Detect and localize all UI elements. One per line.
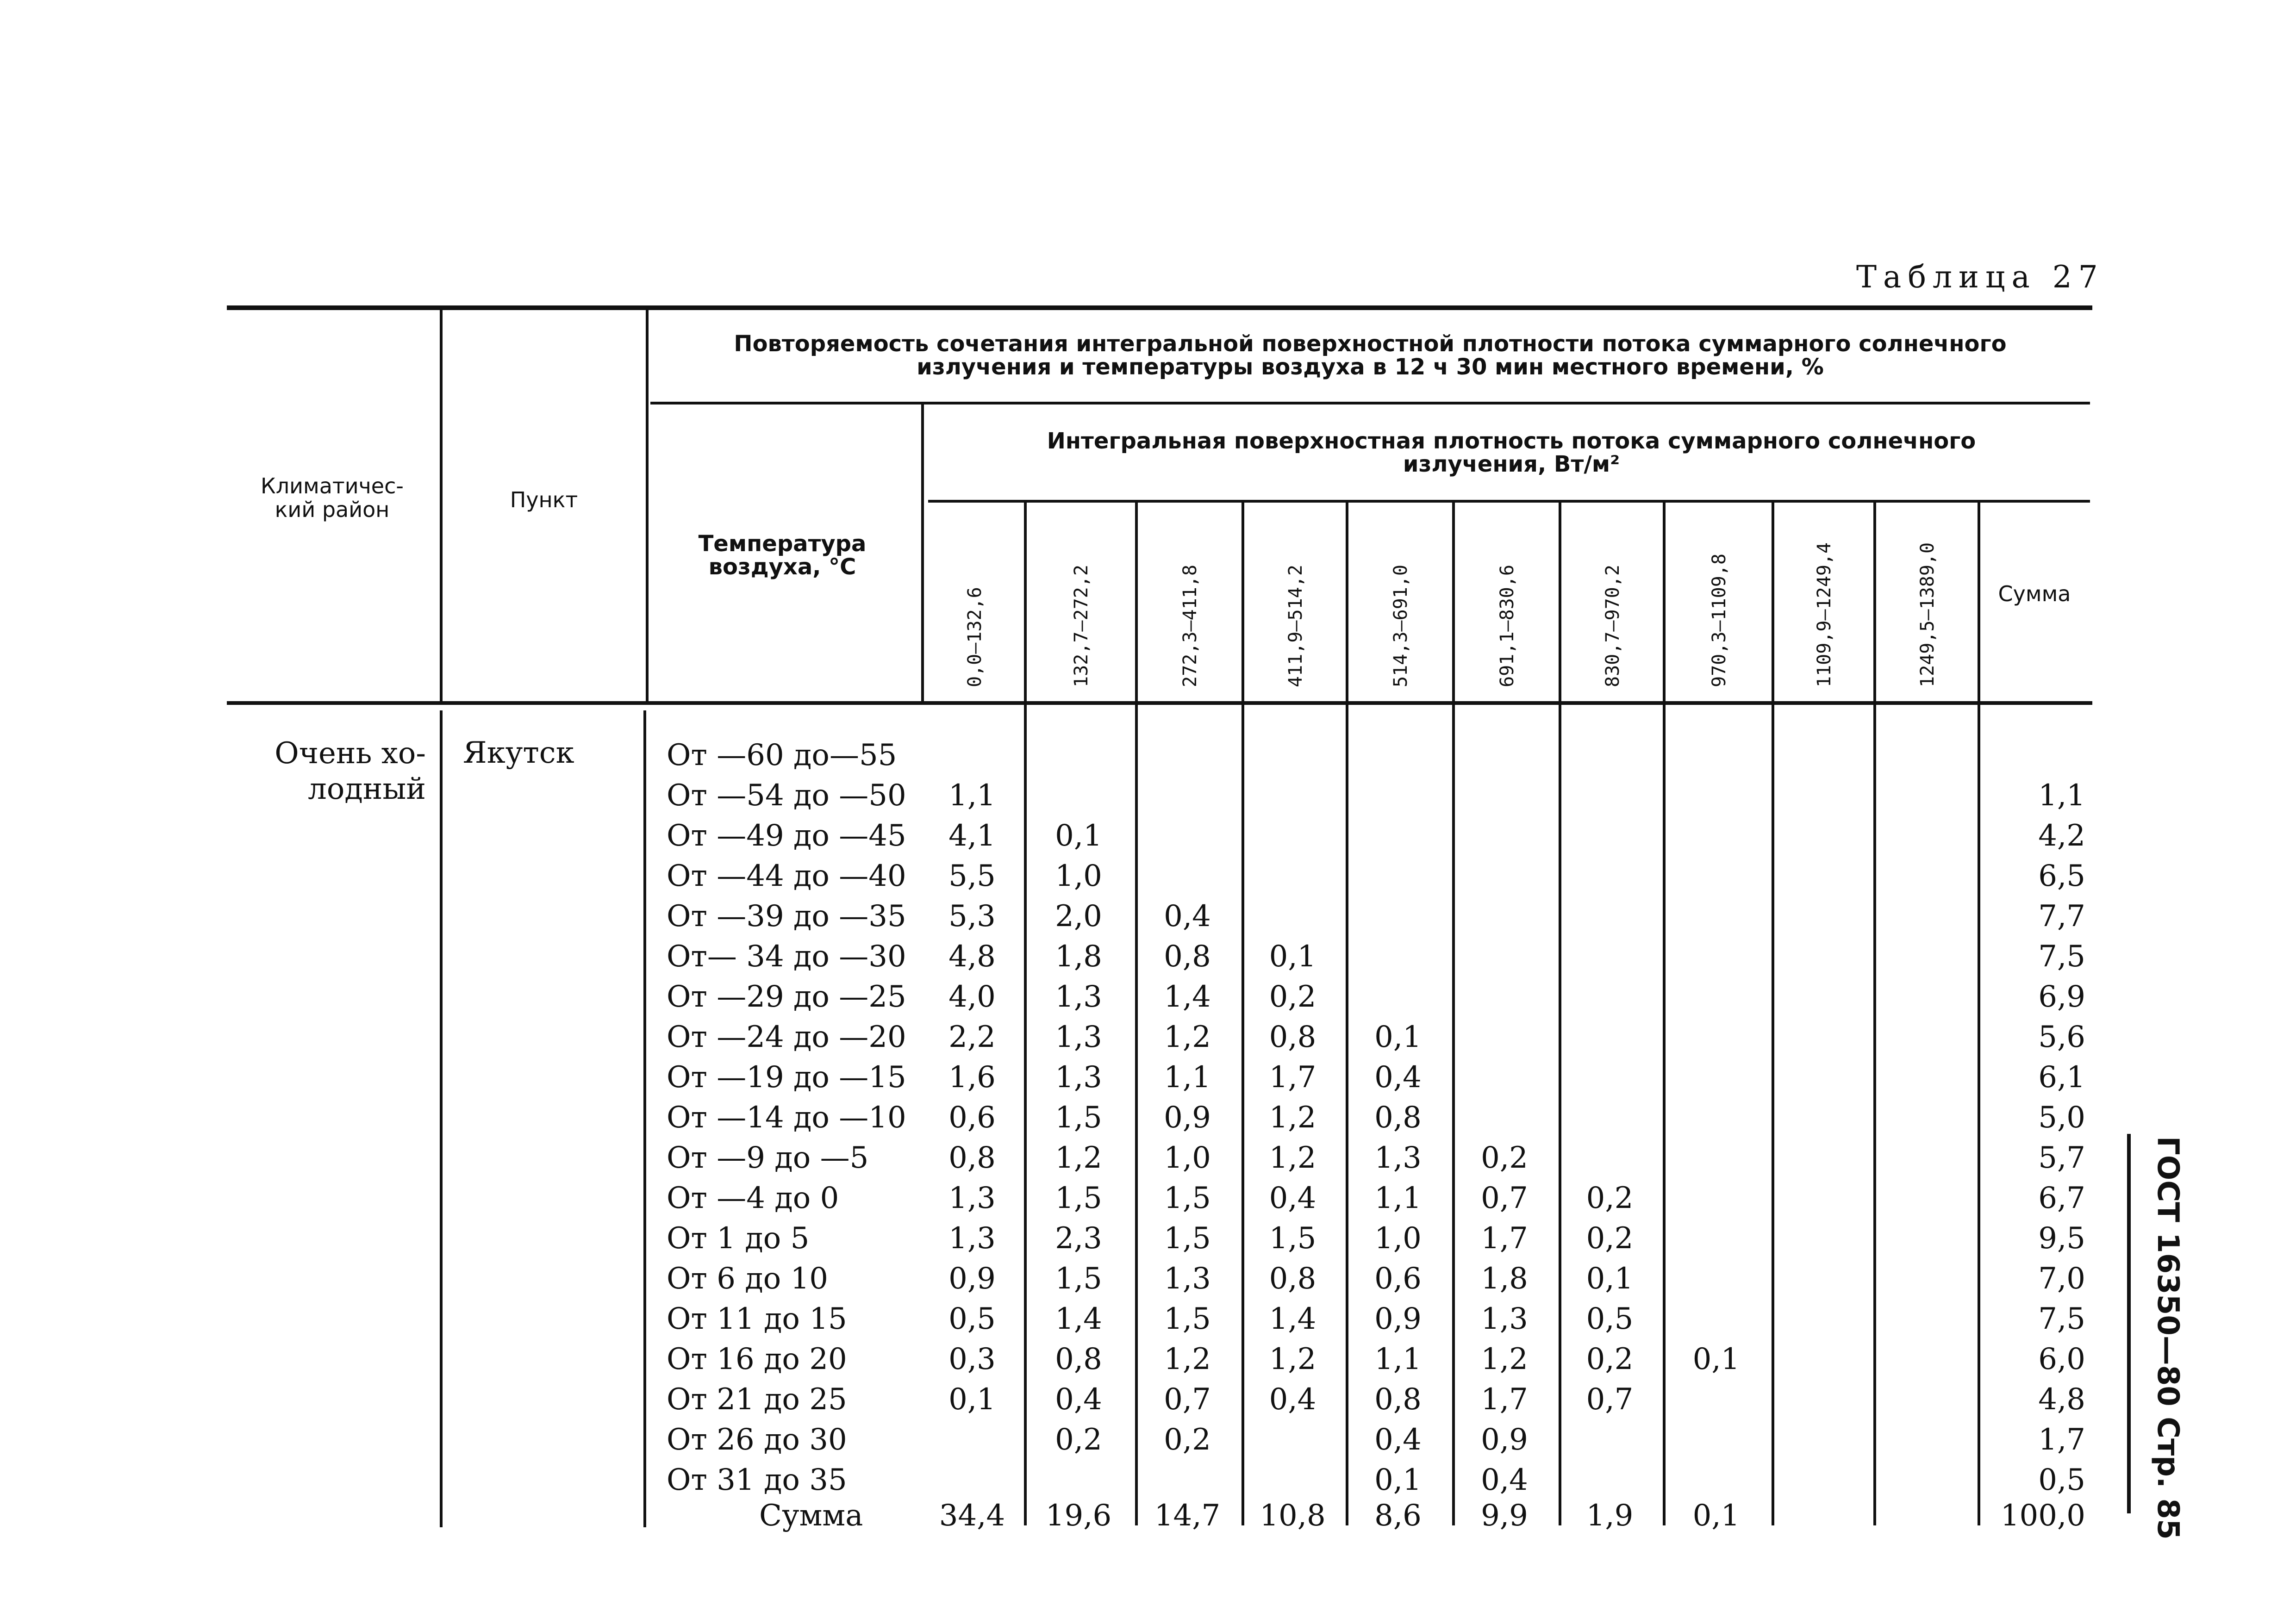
value-cell: 2,3 — [1055, 1221, 1102, 1256]
value-cell: 0,2 — [1055, 1423, 1102, 1457]
value-cell: 0,4 — [1374, 1060, 1422, 1095]
sum-cell: 10,8 — [1260, 1499, 1326, 1533]
row-sum-cell: 0,5 — [2038, 1463, 2085, 1497]
row-sum-cell: 6,7 — [2038, 1181, 2085, 1215]
value-cell: 0,4 — [1481, 1463, 1528, 1497]
value-cell: 0,8 — [1269, 1262, 1316, 1296]
sum-cell: 34,4 — [939, 1499, 1005, 1533]
temperature-range: От —24 до —20 — [667, 1020, 906, 1054]
value-cell: 1,8 — [1481, 1262, 1528, 1296]
header-bottom-rule — [227, 701, 2092, 705]
value-cell: 0,4 — [1269, 1181, 1316, 1215]
value-cell: 2,2 — [948, 1020, 996, 1054]
value-cell: 0,6 — [948, 1101, 996, 1135]
value-cell: 0,8 — [1374, 1382, 1422, 1417]
value-cell: 0,8 — [1374, 1101, 1422, 1135]
header-rule-2 — [928, 500, 2090, 503]
temperature-range: От —9 до —5 — [667, 1141, 869, 1175]
value-cell: 0,1 — [1692, 1342, 1740, 1376]
temperature-range: От —49 до —45 — [667, 819, 906, 853]
sum-cell: 14,7 — [1154, 1499, 1221, 1533]
value-cell: 0,1 — [1586, 1262, 1634, 1296]
value-cell: 1,5 — [1055, 1262, 1102, 1296]
row-sum-cell: 6,1 — [2038, 1060, 2085, 1095]
value-cell: 0,4 — [1055, 1382, 1102, 1417]
value-cell: 1,7 — [1269, 1060, 1316, 1095]
value-cell: 0,3 — [948, 1342, 996, 1376]
value-col-divider — [1024, 503, 1027, 1525]
table-top-rule — [227, 305, 2092, 310]
value-cell: 1,3 — [1055, 1020, 1102, 1054]
temperature-range: От 21 до 25 — [667, 1382, 847, 1417]
value-cell: 0,9 — [1481, 1423, 1528, 1457]
value-cell: 0,2 — [1164, 1423, 1211, 1457]
row-sum-cell: 1,7 — [2038, 1423, 2085, 1457]
body-divider-point — [643, 710, 646, 1527]
value-cell: 0,5 — [948, 1302, 996, 1336]
temperature-range: От —29 до —25 — [667, 980, 906, 1014]
temperature-range: От —44 до —40 — [667, 859, 906, 893]
value-cell: 1,5 — [1164, 1181, 1211, 1215]
value-cell: 1,5 — [1164, 1221, 1211, 1256]
value-cell: 1,0 — [1164, 1141, 1211, 1175]
point-value: Якутск — [463, 736, 574, 770]
row-sum-cell: 4,8 — [2038, 1382, 2085, 1417]
row-sum-cell: 4,2 — [2038, 819, 2085, 853]
value-cell: 0,1 — [948, 1382, 996, 1417]
value-cell: 0,8 — [948, 1141, 996, 1175]
value-cell: 1,2 — [1269, 1141, 1316, 1175]
value-cell: 4,1 — [948, 819, 996, 853]
range-header: 1109,9–1249,4 — [1814, 542, 1835, 687]
value-cell: 1,5 — [1269, 1221, 1316, 1256]
value-cell: 1,5 — [1055, 1181, 1102, 1215]
value-cell: 0,5 — [1586, 1302, 1634, 1336]
temperature-range: От —39 до —35 — [667, 899, 906, 933]
value-cell: 0,7 — [1164, 1382, 1211, 1417]
value-col-divider — [1772, 503, 1774, 1525]
header-temperature: Температура воздуха, °С — [698, 531, 867, 580]
value-cell: 0,2 — [1586, 1181, 1634, 1215]
value-cell: 1,1 — [1374, 1342, 1422, 1376]
value-col-divider — [1346, 503, 1348, 1525]
value-cell: 0,7 — [1481, 1181, 1528, 1215]
value-cell: 1,0 — [1374, 1221, 1422, 1256]
value-cell: 0,1 — [1374, 1463, 1422, 1497]
value-cell: 4,0 — [948, 980, 996, 1014]
header-sum: Сумма — [1998, 581, 2071, 606]
value-cell: 1,1 — [1164, 1060, 1211, 1095]
value-cell: 1,7 — [1481, 1382, 1528, 1417]
value-cell: 1,3 — [1374, 1141, 1422, 1175]
row-sum-cell: 5,6 — [2038, 1020, 2085, 1054]
value-cell: 1,3 — [1481, 1302, 1528, 1336]
value-col-divider — [1242, 503, 1244, 1525]
range-header: 132,7–272,2 — [1071, 565, 1092, 687]
temperature-range: От —54 до —50 — [667, 778, 906, 813]
value-cell: 0,4 — [1164, 899, 1211, 933]
value-cell: 0,4 — [1269, 1382, 1316, 1417]
sum-cell: 19,6 — [1045, 1499, 1112, 1533]
side-rule — [2127, 1134, 2131, 1513]
temperature-range: От 1 до 5 — [667, 1221, 810, 1256]
value-cell: 1,2 — [1055, 1141, 1102, 1175]
sum-cell: 9,9 — [1481, 1499, 1528, 1533]
value-cell: 1,3 — [948, 1221, 996, 1256]
value-cell: 0,2 — [1586, 1221, 1634, 1256]
value-cell: 0,4 — [1374, 1423, 1422, 1457]
temperature-range: От 6 до 10 — [667, 1262, 828, 1296]
value-cell: 0,8 — [1055, 1342, 1102, 1376]
temperature-range: От —14 до —10 — [667, 1101, 906, 1135]
value-cell: 1,2 — [1269, 1101, 1316, 1135]
value-cell: 0,8 — [1269, 1020, 1316, 1054]
value-cell: 0,9 — [948, 1262, 996, 1296]
header-main: Повторяемость сочетания интегральной поверхностной плотности потока суммарного солнечного излучения и температуры воздуха в 12 ч 30 мин местного времени, % — [734, 331, 2007, 380]
value-cell: 1,7 — [1481, 1221, 1528, 1256]
value-cell: 0,2 — [1586, 1342, 1634, 1376]
row-sum-cell: 1,1 — [2038, 778, 2085, 813]
value-cell: 0,1 — [1269, 940, 1316, 974]
row-sum-cell: 6,5 — [2038, 859, 2085, 893]
value-cell: 1,3 — [948, 1181, 996, 1215]
value-col-divider — [1452, 503, 1455, 1525]
temperature-range: От —4 до 0 — [667, 1181, 839, 1215]
page-side-label: ГОСТ 16350—80 Стр. 85 — [2151, 1136, 2185, 1540]
value-cell: 1,4 — [1269, 1302, 1316, 1336]
temperature-range: От 31 до 35 — [667, 1463, 847, 1497]
header-radiation: Интегральная поверхностная плотность потока суммарного солнечного излучения, Вт/м² — [1047, 428, 1976, 478]
value-cell: 1,8 — [1055, 940, 1102, 974]
range-header: 830,7–970,2 — [1602, 565, 1623, 687]
row-sum-cell: 7,7 — [2038, 899, 2085, 933]
value-cell: 1,4 — [1055, 1302, 1102, 1336]
range-header: 1249,5–1389,0 — [1916, 542, 1938, 687]
temperature-range: От —19 до —15 — [667, 1060, 906, 1095]
range-header: 0,0–132,6 — [964, 587, 986, 687]
value-col-divider — [1873, 503, 1876, 1525]
value-cell: 0,2 — [1481, 1141, 1528, 1175]
value-cell: 1,2 — [1481, 1342, 1528, 1376]
sum-row-label: Сумма — [759, 1499, 863, 1533]
range-header: 272,3–411,8 — [1179, 565, 1201, 687]
row-sum-cell: 7,5 — [2038, 940, 2085, 974]
value-cell: 0,1 — [1374, 1020, 1422, 1054]
temperature-range: От— 34 до —30 — [667, 940, 906, 974]
row-sum-cell: 5,7 — [2038, 1141, 2085, 1175]
range-header: 691,1–830,6 — [1497, 565, 1518, 687]
value-cell: 5,5 — [948, 859, 996, 893]
value-cell: 0,9 — [1164, 1101, 1211, 1135]
row-sum-cell: 5,0 — [2038, 1101, 2085, 1135]
row-sum-cell: 6,9 — [2038, 980, 2085, 1014]
temperature-range: От —60 до—55 — [667, 738, 897, 772]
col-divider-temp — [921, 404, 924, 701]
value-cell: 5,3 — [948, 899, 996, 933]
value-cell: 4,8 — [948, 940, 996, 974]
row-sum-cell: 6,0 — [2038, 1342, 2085, 1376]
header-region: Климатичес- кий район — [261, 473, 404, 522]
value-cell: 0,1 — [1055, 819, 1102, 853]
value-cell: 2,0 — [1055, 899, 1102, 933]
row-sum-cell: 9,5 — [2038, 1221, 2085, 1256]
sum-cell: 1,9 — [1586, 1499, 1634, 1533]
value-cell: 0,7 — [1586, 1382, 1634, 1417]
grand-total-cell: 100,0 — [2000, 1499, 2085, 1533]
value-cell: 1,1 — [948, 778, 996, 813]
temperature-range: От 11 до 15 — [667, 1302, 847, 1336]
value-cell: 1,6 — [948, 1060, 996, 1095]
value-cell: 0,8 — [1164, 940, 1211, 974]
value-col-divider — [1978, 503, 1980, 1525]
value-cell: 0,2 — [1269, 980, 1316, 1014]
header-rule-1 — [650, 402, 2090, 404]
row-sum-cell: 7,0 — [2038, 1262, 2085, 1296]
col-divider-point — [646, 310, 649, 701]
value-cell: 1,2 — [1269, 1342, 1316, 1376]
row-sum-cell: 7,5 — [2038, 1302, 2085, 1336]
header-point: Пункт — [510, 487, 578, 512]
range-header: 970,3–1109,8 — [1708, 554, 1730, 687]
value-cell: 1,3 — [1055, 1060, 1102, 1095]
col-divider-region — [440, 310, 443, 701]
value-cell: 0,9 — [1374, 1302, 1422, 1336]
value-cell: 1,3 — [1055, 980, 1102, 1014]
temperature-range: От 26 до 30 — [667, 1423, 847, 1457]
value-col-divider — [1135, 503, 1138, 1525]
sum-cell: 0,1 — [1692, 1499, 1740, 1533]
range-header: 411,9–514,2 — [1285, 565, 1306, 687]
value-cell: 1,1 — [1374, 1181, 1422, 1215]
value-cell: 1,2 — [1164, 1020, 1211, 1054]
temperature-range: От 16 до 20 — [667, 1342, 847, 1376]
value-col-divider — [1663, 503, 1666, 1525]
region-value: Очень хо- лодный — [275, 736, 426, 806]
value-cell: 0,6 — [1374, 1262, 1422, 1296]
value-cell: 1,4 — [1164, 980, 1211, 1014]
body-divider-region — [440, 710, 443, 1527]
value-cell: 1,2 — [1164, 1342, 1211, 1376]
value-col-divider — [1559, 503, 1561, 1525]
value-cell: 1,0 — [1055, 859, 1102, 893]
range-header: 514,3–691,0 — [1390, 565, 1411, 687]
value-cell: 1,3 — [1164, 1262, 1211, 1296]
sum-cell: 8,6 — [1374, 1499, 1422, 1533]
value-cell: 1,5 — [1055, 1101, 1102, 1135]
value-cell: 1,5 — [1164, 1302, 1211, 1336]
table-caption: Таблица 27 — [1856, 259, 2104, 295]
